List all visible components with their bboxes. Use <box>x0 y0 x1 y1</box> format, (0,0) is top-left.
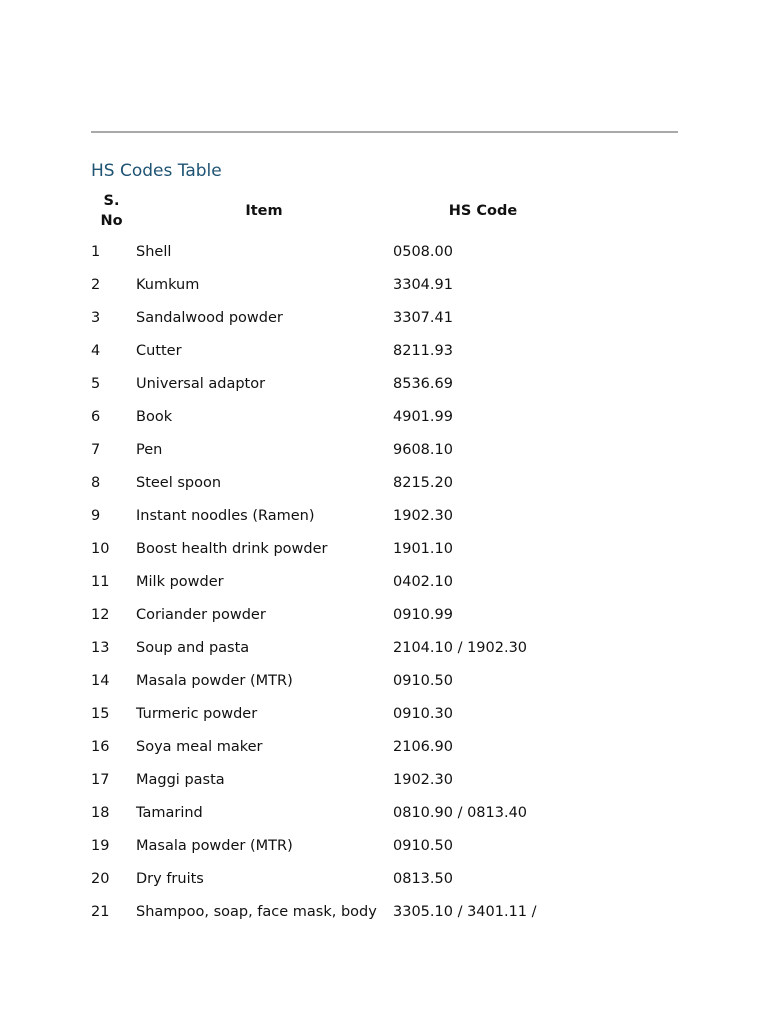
hs-code-cell: 2106.90 <box>393 738 453 755</box>
item-cell: Instant noodles (Ramen) <box>136 507 315 524</box>
table-row <box>91 730 574 763</box>
item-cell: Pen <box>136 441 163 458</box>
hs-code-cell: 3304.91 <box>393 276 453 293</box>
table-row <box>91 895 574 928</box>
header-divider <box>91 131 678 133</box>
sno-cell: 9 <box>91 507 101 524</box>
hs-code-cell: 0910.99 <box>393 606 453 623</box>
sno-cell: 7 <box>91 441 101 458</box>
hs-code-cell: 0813.50 <box>393 870 453 887</box>
hs-code-cell: 0910.50 <box>393 672 453 689</box>
item-cell: Dry fruits <box>136 870 204 887</box>
table-row <box>91 301 574 334</box>
table-header-row <box>91 189 574 233</box>
table-row <box>91 532 574 565</box>
item-cell: Masala powder (MTR) <box>136 837 293 854</box>
sno-cell: 16 <box>91 738 110 755</box>
hs-code-cell: 8211.93 <box>393 342 453 359</box>
table-body <box>91 233 574 928</box>
sno-cell: 19 <box>91 837 110 854</box>
table-row <box>91 598 574 631</box>
table-row <box>91 565 574 598</box>
sno-cell: 8 <box>91 474 101 491</box>
item-cell: Tamarind <box>136 804 203 821</box>
item-cell: Turmeric powder <box>136 705 258 722</box>
table-row <box>91 367 574 400</box>
sno-cell: 3 <box>91 309 101 326</box>
table-row <box>91 466 574 499</box>
sno-cell: 18 <box>91 804 110 821</box>
table-row <box>91 433 574 466</box>
hs-code-cell: 3307.41 <box>393 309 453 326</box>
sno-cell: 13 <box>91 639 110 656</box>
sno-cell: 14 <box>91 672 110 689</box>
sno-cell: 11 <box>91 573 110 590</box>
hs-code-cell: 1902.30 <box>393 507 453 524</box>
item-cell: Steel spoon <box>136 474 222 491</box>
item-cell: Kumkum <box>136 276 200 293</box>
hs-code-cell: 0910.50 <box>393 837 453 854</box>
item-cell: Milk powder <box>136 573 224 590</box>
sno-cell: 2 <box>91 276 101 293</box>
sno-cell: 12 <box>91 606 110 623</box>
hs-code-cell: 3305.10 / 3401.11 / <box>393 903 537 920</box>
column-header-sno: S. No <box>100 193 123 229</box>
table-row <box>91 697 574 730</box>
item-cell: Cutter <box>136 342 182 359</box>
page-title: HS Codes Table <box>91 161 222 181</box>
table-row <box>91 796 574 829</box>
hs-code-cell: 1901.10 <box>393 540 453 557</box>
sno-cell: 1 <box>91 243 101 260</box>
table-row <box>91 334 574 367</box>
table-row <box>91 400 574 433</box>
hs-code-cell: 2104.10 / 1902.30 <box>393 639 528 656</box>
sno-cell: 20 <box>91 870 110 887</box>
hs-code-cell: 0402.10 <box>393 573 453 590</box>
hs-code-cell: 4901.99 <box>393 408 453 425</box>
table-row <box>91 862 574 895</box>
item-cell: Maggi pasta <box>136 771 225 788</box>
column-header-item: Item <box>245 203 283 219</box>
hs-code-cell: 8536.69 <box>393 375 453 392</box>
sno-cell: 6 <box>91 408 101 425</box>
table-row <box>91 763 574 796</box>
item-cell: Sandalwood powder <box>136 309 283 326</box>
sno-cell: 4 <box>91 342 101 359</box>
hs-codes-table <box>91 189 574 928</box>
sno-cell: 10 <box>91 540 110 557</box>
hs-code-cell: 8215.20 <box>393 474 453 491</box>
item-cell: Soya meal maker <box>136 738 263 755</box>
item-cell: Masala powder (MTR) <box>136 672 293 689</box>
table-row <box>91 499 574 532</box>
sno-cell: 21 <box>91 903 110 920</box>
sno-cell: 17 <box>91 771 110 788</box>
hs-code-cell: 9608.10 <box>393 441 453 458</box>
item-cell: Soup and pasta <box>136 639 250 656</box>
hs-code-cell: 0810.90 / 0813.40 <box>393 804 528 821</box>
column-header-hs-code: HS Code <box>448 203 518 219</box>
hs-code-cell: 0910.30 <box>393 705 453 722</box>
hs-code-cell: 1902.30 <box>393 771 453 788</box>
table-row <box>91 664 574 697</box>
table-header <box>91 189 574 233</box>
item-cell: Universal adaptor <box>136 375 266 392</box>
table-row <box>91 631 574 664</box>
item-cell: Book <box>136 408 173 425</box>
table-row <box>91 829 574 862</box>
sno-cell: 15 <box>91 705 110 722</box>
hs-code-cell: 0508.00 <box>393 243 453 260</box>
sno-cell: 5 <box>91 375 101 392</box>
item-cell: Coriander powder <box>136 606 266 623</box>
table-row <box>91 233 574 268</box>
item-cell: Shell <box>136 243 172 260</box>
item-cell: Shampoo, soap, face mask, body <box>136 903 377 920</box>
item-cell: Boost health drink powder <box>136 540 328 557</box>
table-row <box>91 268 574 301</box>
